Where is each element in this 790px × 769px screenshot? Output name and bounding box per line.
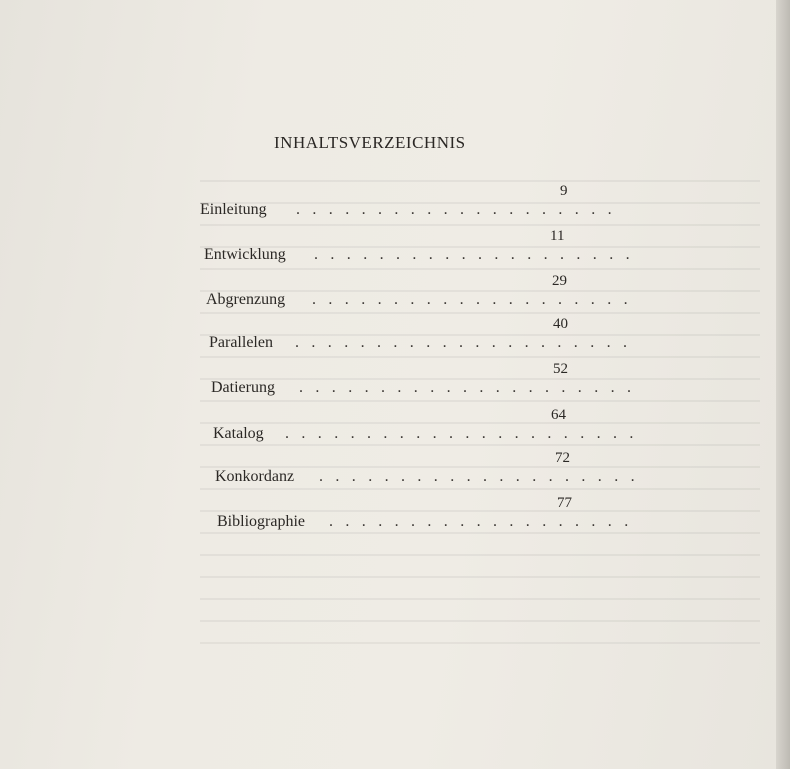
toc-entry-page: 77	[557, 495, 572, 511]
leader-dots: . . . . . . . . . . . . . . . . . . .	[329, 513, 633, 530]
toc-entry-label: Katalog	[213, 425, 264, 442]
toc-entry-page: 72	[555, 450, 570, 466]
toc-entry-label: Einleitung	[200, 201, 267, 218]
toc-entry-page: 29	[552, 273, 567, 289]
toc-entry-label: Entwicklung	[204, 246, 286, 263]
page-edge	[776, 0, 790, 769]
toc-entry-label: Bibliographie	[217, 513, 305, 530]
leader-dots: . . . . . . . . . . . . . . . . . . . .	[296, 201, 616, 218]
leader-dots: . . . . . . . . . . . . . . . . . . . .	[314, 246, 634, 263]
toc-entry-label: Parallelen	[209, 334, 273, 351]
toc-entry-page: 40	[553, 316, 568, 332]
leader-dots: . . . . . . . . . . . . . . . . . . . .	[319, 468, 639, 485]
leader-dots: . . . . . . . . . . . . . . . . . . . . . .	[285, 425, 638, 442]
toc-entry-page: 11	[550, 228, 565, 244]
leader-dots: . . . . . . . . . . . . . . . . . . . . .	[295, 334, 632, 351]
toc-entry-page: 9	[560, 183, 568, 199]
toc-entry-label: Abgrenzung	[206, 291, 286, 308]
leader-dots: . . . . . . . . . . . . . . . . . . . .	[312, 291, 632, 308]
toc-entry-label: Konkordanz	[215, 468, 295, 485]
leader-dots: . . . . . . . . . . . . . . . . . . . . .	[299, 379, 636, 396]
toc-entry-page: 64	[551, 407, 566, 423]
page-title: INHALTSVERZEICHNIS	[274, 133, 466, 152]
toc-entry-label: Datierung	[211, 379, 275, 396]
toc-entry-page: 52	[553, 361, 568, 377]
